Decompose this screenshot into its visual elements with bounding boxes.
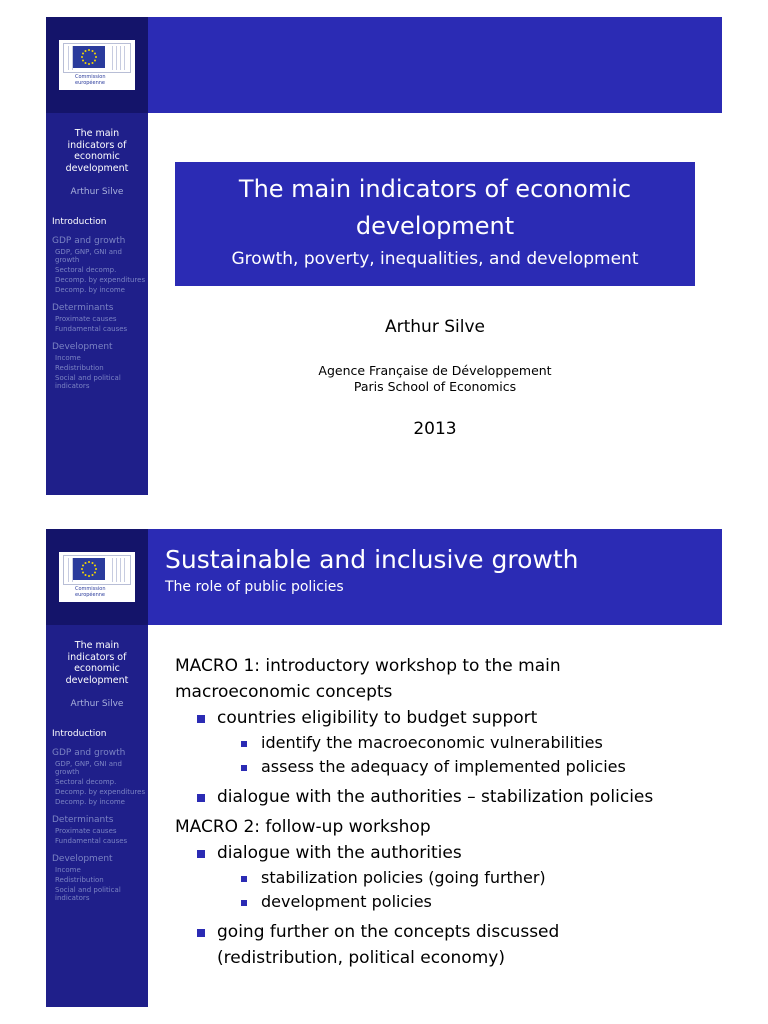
eu-flag-icon [73,558,105,580]
nav-sub-proximate[interactable]: Proximate causes [55,315,117,323]
logo-caption: Commission européenne [75,74,106,86]
nav-development[interactable]: Development [52,854,113,864]
nav-introduction[interactable]: Introduction [52,217,107,227]
nav-sub-social-political[interactable]: Social and political indicators [55,374,121,390]
european-commission-logo [59,40,135,90]
nav-sub-fundamental[interactable]: Fundamental causes [55,325,128,333]
sidebar [46,529,148,1007]
nav-gdp-and-growth[interactable]: GDP and growth [52,748,126,758]
nav-sub-sectoral[interactable]: Sectoral decomp. [55,778,117,786]
list-item: countries eligibility to budget support [197,705,715,731]
nav-determinants[interactable]: Determinants [52,815,114,825]
presentation-author: Arthur Silve [385,317,485,337]
nav-sub-social-political[interactable]: Social and political indicators [55,886,121,902]
nav-introduction[interactable]: Introduction [52,729,107,739]
nav-sub-income-decomp[interactable]: Decomp. by income [55,798,125,806]
nav-sub-expenditures[interactable]: Decomp. by expenditures [55,276,146,284]
nav-sub-redistribution[interactable]: Redistribution [55,876,104,884]
nav-sub-gdp-gnp[interactable]: GDP, GNP, GNI and growth [55,248,122,264]
nav-sub-expenditures[interactable]: Decomp. by expenditures [55,788,146,796]
nav-sub-income[interactable]: Income [55,354,81,362]
list-item: assess the adequacy of implemented policies [241,755,715,779]
nav-determinants[interactable]: Determinants [52,303,114,313]
logo-area [46,529,148,625]
logo-caption: Commission européenne [75,586,106,598]
list-item: dialogue with the authorities [197,840,715,866]
sidebar-title[interactable]: The main indicators of economic development [65,640,129,686]
sidebar-nav [52,217,146,390]
institutions: Agence Française de Développement Paris School of Economics [318,363,552,394]
nav-sub-income-decomp[interactable]: Decomp. by income [55,286,125,294]
header-bar [148,529,722,625]
slide-subtitle: The role of public policies [165,579,344,595]
slide-title: Sustainable and inclusive growth [165,545,579,574]
nav-sub-sectoral[interactable]: Sectoral decomp. [55,266,117,274]
nav-sub-redistribution[interactable]: Redistribution [55,364,104,372]
list-item: going further on the concepts discussed (redistribution, political economy) [197,919,715,971]
macro2-heading: MACRO 2: follow-up workshop [175,817,431,837]
nav-sub-income[interactable]: Income [55,866,81,874]
header-bar [148,17,722,113]
european-commission-logo [59,552,135,602]
logo-area [46,17,148,113]
slide-content [175,649,715,971]
presentation-subtitle: Growth, poverty, inequalities, and development [231,249,639,269]
sidebar-author[interactable]: Arthur Silve [70,699,124,709]
title-box [175,162,695,286]
nav-development[interactable]: Development [52,342,113,352]
slide-title [46,17,722,495]
nav-sub-gdp-gnp[interactable]: GDP, GNP, GNI and growth [55,760,122,776]
sidebar-nav [52,729,146,902]
eu-flag-icon [73,46,105,68]
macro1-heading: MACRO 1: introductory workshop to the main macroeconomic concepts [175,656,561,702]
slide-sustainable-growth [46,529,722,1007]
nav-sub-proximate[interactable]: Proximate causes [55,827,117,835]
presentation-title: The main indicators of economic development [238,175,632,240]
sidebar-author[interactable]: Arthur Silve [70,187,124,197]
sidebar-title[interactable]: The main indicators of economic development [65,128,129,174]
list-item: dialogue with the authorities – stabilization policies [197,784,715,810]
presentation-date: 2013 [413,419,457,439]
list-item: stabilization policies (going further) [241,866,715,890]
nav-gdp-and-growth[interactable]: GDP and growth [52,236,126,246]
sidebar [46,17,148,495]
list-item: identify the macroeconomic vulnerabilities [241,731,715,755]
list-item: development policies [241,890,715,914]
nav-sub-fundamental[interactable]: Fundamental causes [55,837,128,845]
